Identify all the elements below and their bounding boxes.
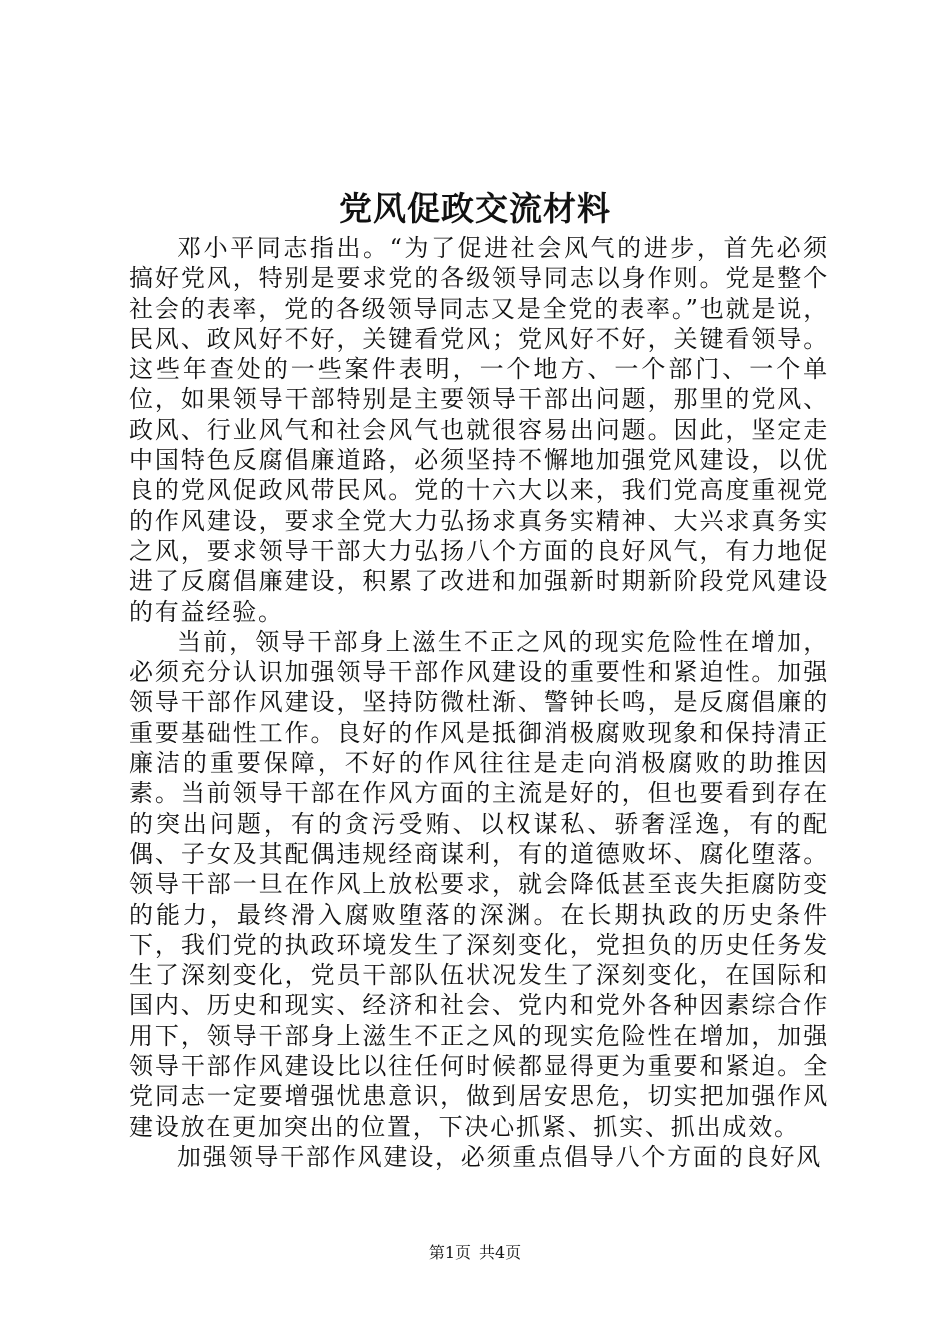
page-total: 共4页 <box>479 1243 522 1262</box>
document-body <box>129 233 829 1172</box>
body-paragraph-2: 当前，领导干部身上滋生不正之风的现实危险性在增加，必须充分认识加强领导干部作风建设的重要性和紧迫性。加强领导干部作风建设，坚持防微杜渐、警钟长鸣，是反腐倡廉的重要基础性工作。良好的作风是抵御消极腐败现象和保持清正廉洁的重要保障，不好的作风往往是走向消极腐败的助推因素。当前领导干部在作风方面的主流是好的，但也要看到存在的突出问题，有的贪污受贿、以权谋私、骄奢淫逸，有的配偶、子女及其配偶违规经商谋利，有的道德败坏、腐化堕落。领导干部一旦在作风上放松要求，就会降低甚至丧失拒腐防变的能力，最终滑入腐败堕落的深渊。在长期执政的历史条件下，我们党的执政环境发生了深刻变化，党担负的历史任务发生了深刻变化，党员干部队伍状况发生了深刻变化，在国际和国内、历史和现实、经济和社会、党内和党外各种因素综合作用下，领导干部身上滋生不正之风的现实危险性在增加，加强领导干部作风建设比以往任何时候都显得更为重要和紧迫。全党同志一定要增强忧患意识，做到居安思危，切实把加强作风建设放在更加突出的位置，下决心抓紧、抓实、抓出成效。 <box>129 627 829 1141</box>
body-paragraph-1: 邓小平同志指出。“为了促进社会风气的进步，首先必须搞好党风，特别是要求党的各级领导同志以身作则。党是整个社会的表率，党的各级领导同志又是全党的表率。”也就是说，民风、政风好不好，关键看党风；党风好不好，关键看领导。这些年查处的一些案件表明，一个地方、一个部门、一个单位，如果领导干部特别是主要领导干部出问题，那里的党风、政风、行业风气和社会风气也就很容易出问题。因此，坚定走中国特色反腐倡廉道路，必须坚持不懈地加强党风建设，以优良的党风促政风带民风。党的十六大以来，我们党高度重视党的作风建设，要求全党大力弘扬求真务实精神、大兴求真务实之风，要求领导干部大力弘扬八个方面的良好风气，有力地促进了反腐倡廉建设，积累了改进和加强新时期新阶段党风建设的有益经验。 <box>129 234 829 626</box>
page-footer <box>0 1241 950 1265</box>
document-title: 党风促政交流材料 <box>339 189 611 228</box>
page-number: 第1页 <box>428 1243 471 1262</box>
body-paragraph-3: 加强领导干部作风建设，必须重点倡导八个方面的良好风 <box>177 1142 822 1171</box>
